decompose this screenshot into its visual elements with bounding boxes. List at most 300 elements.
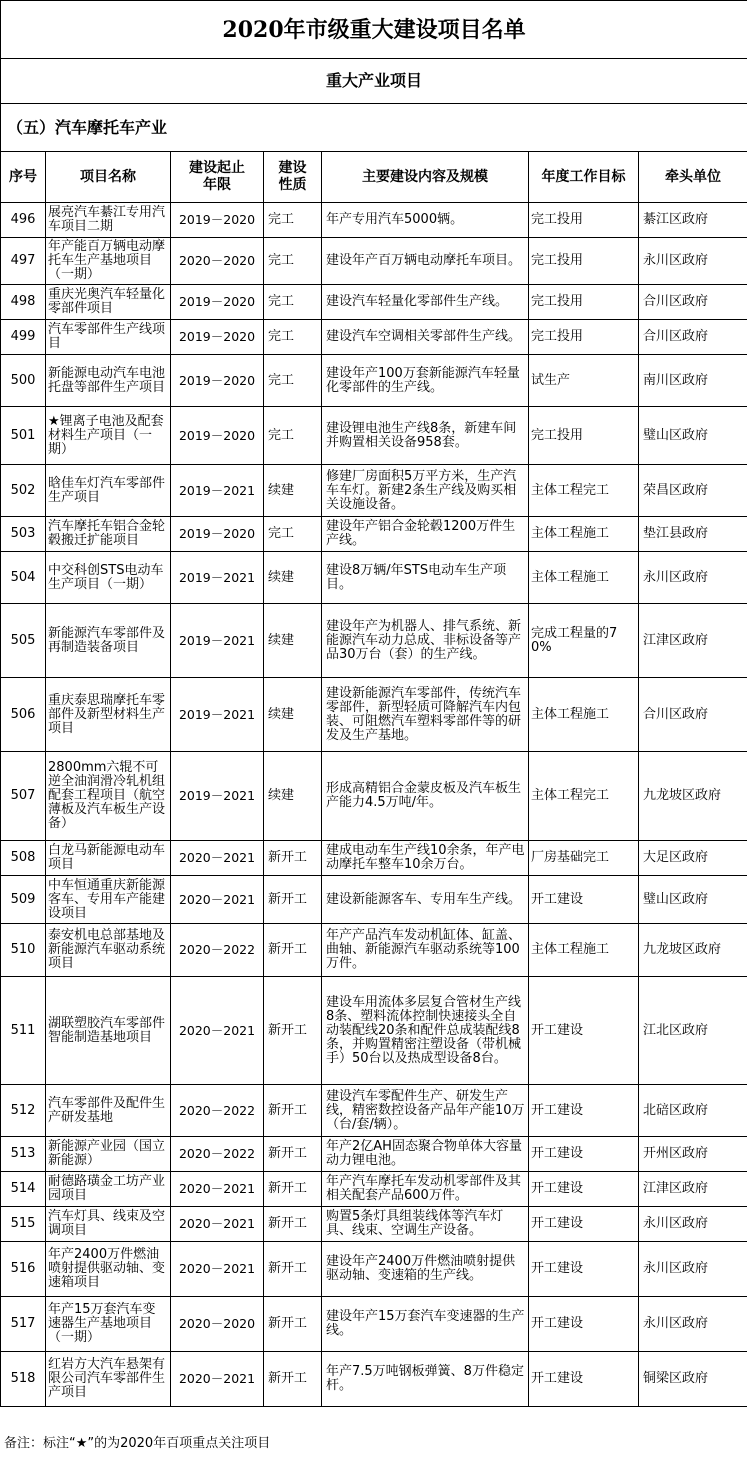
- cell-content-text: 建设汽车空调相关零部件生产线。: [326, 329, 522, 344]
- cell-years: [171, 320, 264, 355]
- cell-no: [1, 924, 46, 977]
- cell-years: [171, 552, 264, 604]
- table-row: [1, 1352, 747, 1407]
- cell-project-name: [46, 1207, 171, 1242]
- cell-years-text: 2020－2021: [178, 850, 256, 865]
- cell-content: [322, 552, 529, 604]
- cell-content: [322, 238, 529, 285]
- cell-target: [529, 320, 639, 355]
- cell-no: [1, 320, 46, 355]
- cell-unit: [639, 355, 747, 407]
- cell-content-text: 年产2亿AH固态聚合物单体大容量动力锂电池。: [326, 1139, 522, 1168]
- cell-content: [322, 977, 529, 1085]
- table-row: [1, 1297, 747, 1352]
- cell-unit: [639, 465, 747, 517]
- table-row: [1, 1137, 747, 1172]
- cell-unit: [639, 977, 747, 1085]
- cell-project-name: [46, 517, 171, 552]
- cell-content: [322, 876, 529, 924]
- table-row: [1, 678, 747, 752]
- table-row: [1, 517, 747, 552]
- cell-unit-text: 九龙坡区政府: [643, 788, 722, 803]
- cell-content-text: 建设8万辆/年STS电动车生产项目。: [326, 562, 507, 592]
- cell-years-text: 2020－2021: [178, 1216, 256, 1231]
- cell-unit: [639, 285, 747, 320]
- cell-unit: [639, 1297, 747, 1352]
- cell-nature: [264, 407, 322, 465]
- cell-no-text: 514: [10, 1181, 36, 1196]
- cell-project-name-text: 汽车零部件及配件生产研发基地: [48, 1095, 166, 1125]
- cell-nature: [264, 285, 322, 320]
- cell-project-name-text: 年产2400万件燃油喷射提供驱动轴、变速箱项目: [48, 1247, 166, 1290]
- cell-no-text: 507: [10, 788, 36, 803]
- cell-unit-text: 合川区政府: [643, 294, 709, 309]
- table-row: [1, 552, 747, 604]
- cell-nature: [264, 1137, 322, 1172]
- cell-no: [1, 238, 46, 285]
- cell-nature-text: 新开工: [268, 1022, 308, 1038]
- cell-unit-text: 垫江县政府: [643, 526, 709, 541]
- cell-target: [529, 924, 639, 977]
- table-row: [1, 407, 747, 465]
- cell-project-name: [46, 924, 171, 977]
- cell-project-name-text: 汽车零部件生产线项目: [48, 322, 166, 351]
- cell-no-text: 509: [10, 891, 36, 907]
- cell-no: [1, 1137, 46, 1172]
- page-title: 2020年市级重大建设项目名单: [1, 1, 747, 59]
- cell-nature-text: 新开工: [268, 1371, 308, 1386]
- cell-project-name: [46, 876, 171, 924]
- cell-years-text: 2020－2021: [178, 1261, 256, 1276]
- cell-target: [529, 1137, 639, 1172]
- cell-unit: [639, 1207, 747, 1242]
- cell-years: [171, 1137, 264, 1172]
- cell-project-name-text: 汽车摩托车铝合金轮毂搬迁扩能项目: [48, 519, 166, 548]
- cell-target-text: 开工建设: [531, 1216, 584, 1231]
- cell-years-text: 2019－2021: [178, 706, 256, 722]
- cell-years-text: 2019－2020: [178, 526, 256, 541]
- cell-nature-text: 新开工: [268, 1316, 308, 1331]
- cell-unit: [639, 841, 747, 876]
- cell-no: [1, 876, 46, 924]
- cell-years: [171, 285, 264, 320]
- cell-no: [1, 1085, 46, 1137]
- header-target: 年度工作目标: [529, 152, 639, 203]
- cell-years-text: 2019－2020: [178, 212, 256, 227]
- cell-unit-text: 九龙坡区政府: [643, 942, 722, 957]
- cell-content: [322, 752, 529, 841]
- cell-target: [529, 517, 639, 552]
- cell-unit-text: 綦江区政府: [643, 212, 709, 227]
- cell-nature: [264, 1352, 322, 1407]
- cell-target-text: 完工投用: [531, 294, 584, 309]
- cell-target: [529, 604, 639, 678]
- cell-no-text: 504: [10, 569, 36, 585]
- cell-project-name: [46, 238, 171, 285]
- cell-years-text: 2020－2021: [178, 1181, 256, 1196]
- cell-unit-text: 合川区政府: [643, 329, 709, 344]
- cell-target: [529, 285, 639, 320]
- cell-project-name: [46, 1297, 171, 1352]
- cell-no-text: 503: [10, 526, 36, 541]
- table-row: [1, 285, 747, 320]
- cell-project-name: [46, 465, 171, 517]
- cell-no-text: 501: [10, 427, 36, 443]
- cell-content: [322, 1297, 529, 1352]
- cell-nature-text: 新开工: [268, 1216, 308, 1231]
- cell-no: [1, 285, 46, 320]
- cell-target-text: 开工建设: [531, 1261, 584, 1276]
- cell-project-name: [46, 1085, 171, 1137]
- cell-no: [1, 977, 46, 1085]
- cell-years: [171, 1352, 264, 1407]
- cell-unit: [639, 1085, 747, 1137]
- header-nature-text: 建设性质: [278, 160, 307, 193]
- cell-no-text: 510: [10, 942, 36, 957]
- cell-nature-text: 完工: [268, 427, 295, 443]
- cell-target-text: 主体工程施工: [531, 706, 610, 722]
- cell-years: [171, 238, 264, 285]
- cell-years: [171, 465, 264, 517]
- cell-nature: [264, 517, 322, 552]
- cell-years: [171, 407, 264, 465]
- cell-years-text: 2019－2020: [178, 427, 256, 443]
- cell-project-name-text: 重庆光奥汽车轻量化零部件项目: [48, 287, 166, 316]
- cell-unit-text: 江北区政府: [643, 1022, 709, 1038]
- cell-target: [529, 1352, 639, 1407]
- cell-content-text: 建设年产100万套新能源汽车轻量化零部件的生产线。: [326, 365, 520, 395]
- cell-unit: [639, 604, 747, 678]
- cell-nature: [264, 876, 322, 924]
- cell-content: [322, 465, 529, 517]
- cell-years-text: 2020－2021: [178, 1371, 256, 1386]
- header-years: [171, 152, 264, 203]
- cell-years: [171, 1207, 264, 1242]
- cell-project-name: [46, 407, 171, 465]
- cell-nature-text: 新开工: [268, 1261, 308, 1276]
- cell-project-name-text: 泰安机电总部基地及新能源汽车驱动系统项目: [48, 928, 166, 971]
- table-row: [1, 355, 747, 407]
- cell-target-text: 开工建设: [531, 1371, 584, 1386]
- cell-unit-text: 开州区政府: [643, 1146, 709, 1161]
- cell-content: [322, 320, 529, 355]
- cell-unit-text: 南川区政府: [643, 372, 709, 388]
- cell-unit-text: 北碚区政府: [643, 1102, 709, 1118]
- cell-no-text: 497: [10, 253, 36, 268]
- cell-project-name-text: 湖联塑胶汽车零部件智能制造基地项目: [48, 1015, 166, 1045]
- cell-unit-text: 璧山区政府: [643, 891, 709, 907]
- cell-target: [529, 1085, 639, 1137]
- cell-nature-text: 新开工: [268, 1102, 308, 1118]
- cell-target-text: 完工投用: [531, 427, 584, 443]
- category-heading: 重大产业项目: [1, 59, 747, 104]
- cell-no: [1, 1207, 46, 1242]
- cell-project-name: [46, 285, 171, 320]
- cell-target-text: 主体工程完工: [531, 482, 610, 498]
- cell-nature: [264, 924, 322, 977]
- cell-years: [171, 876, 264, 924]
- cell-project-name: [46, 320, 171, 355]
- cell-no: [1, 604, 46, 678]
- cell-project-name-text: 中交科创STS电动车生产项目（一期）: [48, 562, 164, 592]
- cell-content-text: 建设汽车轻量化零部件生产线。: [326, 294, 509, 309]
- cell-content: [322, 1207, 529, 1242]
- cell-content-text: 修建厂房面积5万平方米，生产汽车车灯。新建2条生产线及购买相关设施设备。: [326, 468, 517, 512]
- cell-no-text: 505: [10, 632, 36, 648]
- cell-target-text: 主体工程施工: [531, 526, 610, 541]
- cell-target: [529, 238, 639, 285]
- cell-nature-text: 完工: [268, 526, 295, 541]
- cell-unit: [639, 1242, 747, 1297]
- cell-years: [171, 678, 264, 752]
- cell-target-text: 开工建设: [531, 1146, 584, 1161]
- cell-no-text: 506: [10, 706, 36, 722]
- table-row: [1, 752, 747, 841]
- cell-years: [171, 1297, 264, 1352]
- cell-no-text: 502: [10, 482, 36, 498]
- cell-content-text: 建设年产为机器人、排气系统、新能源汽车动力总成、非标设备等产品30万台（套）的生产线。: [326, 618, 522, 662]
- cell-content-text: 建设新能源客车、专用车生产线。: [326, 891, 522, 907]
- header-no: 序号: [1, 152, 46, 203]
- table-row: [1, 924, 747, 977]
- cell-years-text: 2020－2021: [178, 1022, 256, 1038]
- cell-content-text: 建设年产铝合金轮毂1200万件生产线。: [326, 519, 516, 548]
- cell-years-text: 2019－2021: [178, 632, 256, 648]
- cell-target-text: 厂房基础完工: [531, 850, 610, 865]
- cell-nature: [264, 841, 322, 876]
- cell-content: [322, 604, 529, 678]
- cell-target: [529, 407, 639, 465]
- cell-years: [171, 924, 264, 977]
- cell-no: [1, 752, 46, 841]
- cell-nature-text: 续建: [268, 788, 295, 803]
- cell-unit: [639, 238, 747, 285]
- cell-no: [1, 465, 46, 517]
- cell-target-text: 开工建设: [531, 1102, 584, 1118]
- cell-nature: [264, 977, 322, 1085]
- cell-years-text: 2020－2021: [178, 891, 256, 907]
- cell-target-text: 主体工程施工: [531, 942, 610, 957]
- cell-unit: [639, 876, 747, 924]
- cell-unit: [639, 678, 747, 752]
- cell-no: [1, 678, 46, 752]
- cell-project-name-text: 新能源产业园（国立新能源）: [48, 1139, 166, 1168]
- cell-unit: [639, 1352, 747, 1407]
- cell-unit-text: 璧山区政府: [643, 427, 709, 443]
- cell-unit: [639, 924, 747, 977]
- cell-target-text: 完工投用: [531, 253, 584, 268]
- cell-no-text: 518: [10, 1371, 36, 1386]
- cell-years-text: 2020－2022: [178, 1146, 256, 1161]
- cell-content: [322, 1085, 529, 1137]
- cell-target-text: 开工建设: [531, 1316, 584, 1331]
- cell-content: [322, 924, 529, 977]
- cell-content-text: 建设车用流体多层复合管材生产线8条、塑料流体控制快速接头全自动装配线20条和配件总成装配线8条，并购置精密注塑设备（带机械手）50台以及热成型设备8台。: [326, 994, 522, 1066]
- header-row: [1, 152, 747, 203]
- cell-content: [322, 517, 529, 552]
- cell-years: [171, 604, 264, 678]
- cell-no-text: 499: [10, 329, 36, 344]
- cell-years-text: 2019－2021: [178, 482, 256, 498]
- table-row: [1, 1207, 747, 1242]
- cell-target: [529, 1207, 639, 1242]
- cell-nature: [264, 1085, 322, 1137]
- table-row: [1, 465, 747, 517]
- cell-project-name-text: 2800mm六辊不可逆全油润滑冷轧机组配套工程项目（航空薄板及汽车板生产设备）: [48, 760, 166, 831]
- cell-nature: [264, 552, 322, 604]
- cell-project-name: [46, 752, 171, 841]
- cell-project-name-text: 白龙马新能源电动车项目: [48, 843, 166, 872]
- cell-nature-text: 续建: [268, 632, 295, 648]
- cell-project-name-text: 晗佳车灯汽车零部件生产项目: [48, 475, 166, 505]
- cell-nature-text: 新开工: [268, 1181, 308, 1196]
- cell-content-text: 建设汽车零配件生产、研发生产线，精密数控设备产品年产能10万（台/套/辆）。: [326, 1088, 525, 1132]
- cell-no: [1, 841, 46, 876]
- cell-project-name-text: 中车恒通重庆新能源客车、专用车产能建设项目: [48, 877, 166, 921]
- table-row: [1, 841, 747, 876]
- cell-nature-text: 完工: [268, 294, 295, 309]
- cell-nature-text: 新开工: [268, 942, 308, 957]
- cell-no-text: 515: [10, 1216, 36, 1231]
- cell-unit: [639, 203, 747, 238]
- cell-nature: [264, 465, 322, 517]
- cell-nature: [264, 320, 322, 355]
- cell-no: [1, 517, 46, 552]
- cell-project-name: [46, 203, 171, 238]
- cell-content: [322, 355, 529, 407]
- cell-nature: [264, 752, 322, 841]
- cell-project-name-text: 汽车灯具、线束及空调项目: [48, 1209, 166, 1238]
- cell-target: [529, 552, 639, 604]
- cell-no-text: 513: [10, 1146, 36, 1161]
- cell-years: [171, 752, 264, 841]
- table-row: [1, 1085, 747, 1137]
- cell-years-text: 2019－2021: [178, 569, 256, 585]
- cell-years: [171, 517, 264, 552]
- cell-nature: [264, 355, 322, 407]
- cell-target: [529, 752, 639, 841]
- cell-content-text: 建设年产15万套汽车变速器的生产线。: [326, 1309, 525, 1338]
- cell-no: [1, 1172, 46, 1207]
- cell-content-text: 建设年产2400万件燃油喷射提供驱动轴、变速箱的生产线。: [326, 1254, 516, 1283]
- cell-target-text: 主体工程完工: [531, 788, 610, 803]
- table-row: [1, 1242, 747, 1297]
- cell-unit-text: 永川区政府: [643, 1316, 709, 1331]
- cell-project-name-text: 年产15万套汽车变速器生产基地项目（一期）: [48, 1302, 156, 1345]
- cell-years: [171, 203, 264, 238]
- cell-target-text: 完工投用: [531, 329, 584, 344]
- cell-no-text: 512: [10, 1102, 36, 1118]
- cell-no: [1, 203, 46, 238]
- cell-unit: [639, 407, 747, 465]
- cell-target-text: 开工建设: [531, 1181, 584, 1196]
- cell-content: [322, 1352, 529, 1407]
- cell-content: [322, 1242, 529, 1297]
- cell-target: [529, 1242, 639, 1297]
- cell-content-text: 购置5条灯具组装线体等汽车灯具、线束、空调生产设备。: [326, 1209, 504, 1238]
- cell-unit-text: 江津区政府: [643, 632, 709, 648]
- cell-target-text: 开工建设: [531, 891, 584, 907]
- header-unit: 牵头单位: [639, 152, 747, 203]
- cell-target: [529, 465, 639, 517]
- section-heading: （五）汽车摩托车产业: [1, 104, 747, 152]
- cell-nature: [264, 1207, 322, 1242]
- cell-target: [529, 1297, 639, 1352]
- cell-target-text: 开工建设: [531, 1022, 584, 1038]
- cell-content-text: 建设年产百万辆电动摩托车项目。: [326, 253, 522, 268]
- cell-project-name: [46, 1242, 171, 1297]
- cell-no-text: 500: [10, 372, 36, 388]
- cell-unit-text: 永川区政府: [643, 1216, 709, 1231]
- cell-project-name: [46, 1352, 171, 1407]
- cell-target: [529, 1172, 639, 1207]
- cell-content-text: 建成电动车生产线10余条，年产电动摩托车整车10余万台。: [326, 843, 525, 872]
- cell-nature-text: 续建: [268, 482, 295, 498]
- cell-unit-text: 永川区政府: [643, 569, 709, 585]
- cell-content-text: 年产汽车摩托车发动机零部件及其相关配套产品600万件。: [326, 1174, 522, 1203]
- cell-unit-text: 永川区政府: [643, 253, 709, 268]
- cell-nature-text: 新开工: [268, 1146, 308, 1161]
- cell-target-text: 试生产: [531, 372, 571, 388]
- cell-nature-text: 新开工: [268, 850, 308, 865]
- cell-target-text: 主体工程施工: [531, 569, 610, 585]
- cell-target-text: 完成工程量的70%: [531, 625, 618, 655]
- cell-unit-text: 荣昌区政府: [643, 482, 709, 498]
- cell-content-text: 年产产品汽车发动机缸体、缸盖、曲轴、新能源汽车驱动系统等100万件。: [326, 928, 522, 971]
- cell-project-name: [46, 678, 171, 752]
- cell-project-name-text: 新能源汽车零部件及再制造装备项目: [48, 625, 166, 655]
- cell-unit-text: 江津区政府: [643, 1181, 709, 1196]
- cell-unit: [639, 1137, 747, 1172]
- cell-nature: [264, 1242, 322, 1297]
- cell-unit: [639, 320, 747, 355]
- cell-project-name: [46, 604, 171, 678]
- cell-years-text: 2020－2020: [178, 253, 256, 268]
- cell-years: [171, 1172, 264, 1207]
- cell-content: [322, 678, 529, 752]
- cell-no: [1, 355, 46, 407]
- cell-no-text: 517: [10, 1316, 36, 1331]
- cell-no: [1, 1297, 46, 1352]
- header-years-text: 建设起止年限: [188, 160, 245, 193]
- cell-nature: [264, 1297, 322, 1352]
- cell-no: [1, 1242, 46, 1297]
- cell-nature-text: 完工: [268, 329, 295, 344]
- cell-unit-text: 永川区政府: [643, 1261, 709, 1276]
- cell-project-name-text: 展亮汽车綦江专用汽车项目二期: [48, 205, 166, 234]
- cell-content: [322, 203, 529, 238]
- cell-project-name-text: 耐德路璜金工坊产业园项目: [48, 1174, 166, 1203]
- header-content: 主要建设内容及规模: [322, 152, 529, 203]
- table-row: [1, 876, 747, 924]
- cell-nature-text: 完工: [268, 253, 295, 268]
- cell-content: [322, 1172, 529, 1207]
- cell-content: [322, 1137, 529, 1172]
- cell-years: [171, 1085, 264, 1137]
- cell-years-text: 2019－2021: [178, 788, 256, 803]
- cell-years-text: 2019－2020: [178, 372, 256, 388]
- cell-project-name-text: 红岩方大汽车悬架有限公司汽车零部件生产项目: [48, 1357, 166, 1400]
- cell-content-text: 形成高精铝合金蒙皮板及汽车板生产能力4.5万吨/年。: [326, 781, 522, 810]
- cell-nature: [264, 203, 322, 238]
- cell-no: [1, 552, 46, 604]
- cell-nature: [264, 678, 322, 752]
- cell-project-name-text: 年产能百万辆电动摩托车生产基地项目（一期）: [48, 239, 166, 282]
- cell-years-text: 2020－2022: [178, 1102, 256, 1118]
- cell-project-name-text: ★锂离子电池及配套材料生产项目（一期）: [48, 413, 164, 457]
- cell-project-name: [46, 841, 171, 876]
- cell-target: [529, 678, 639, 752]
